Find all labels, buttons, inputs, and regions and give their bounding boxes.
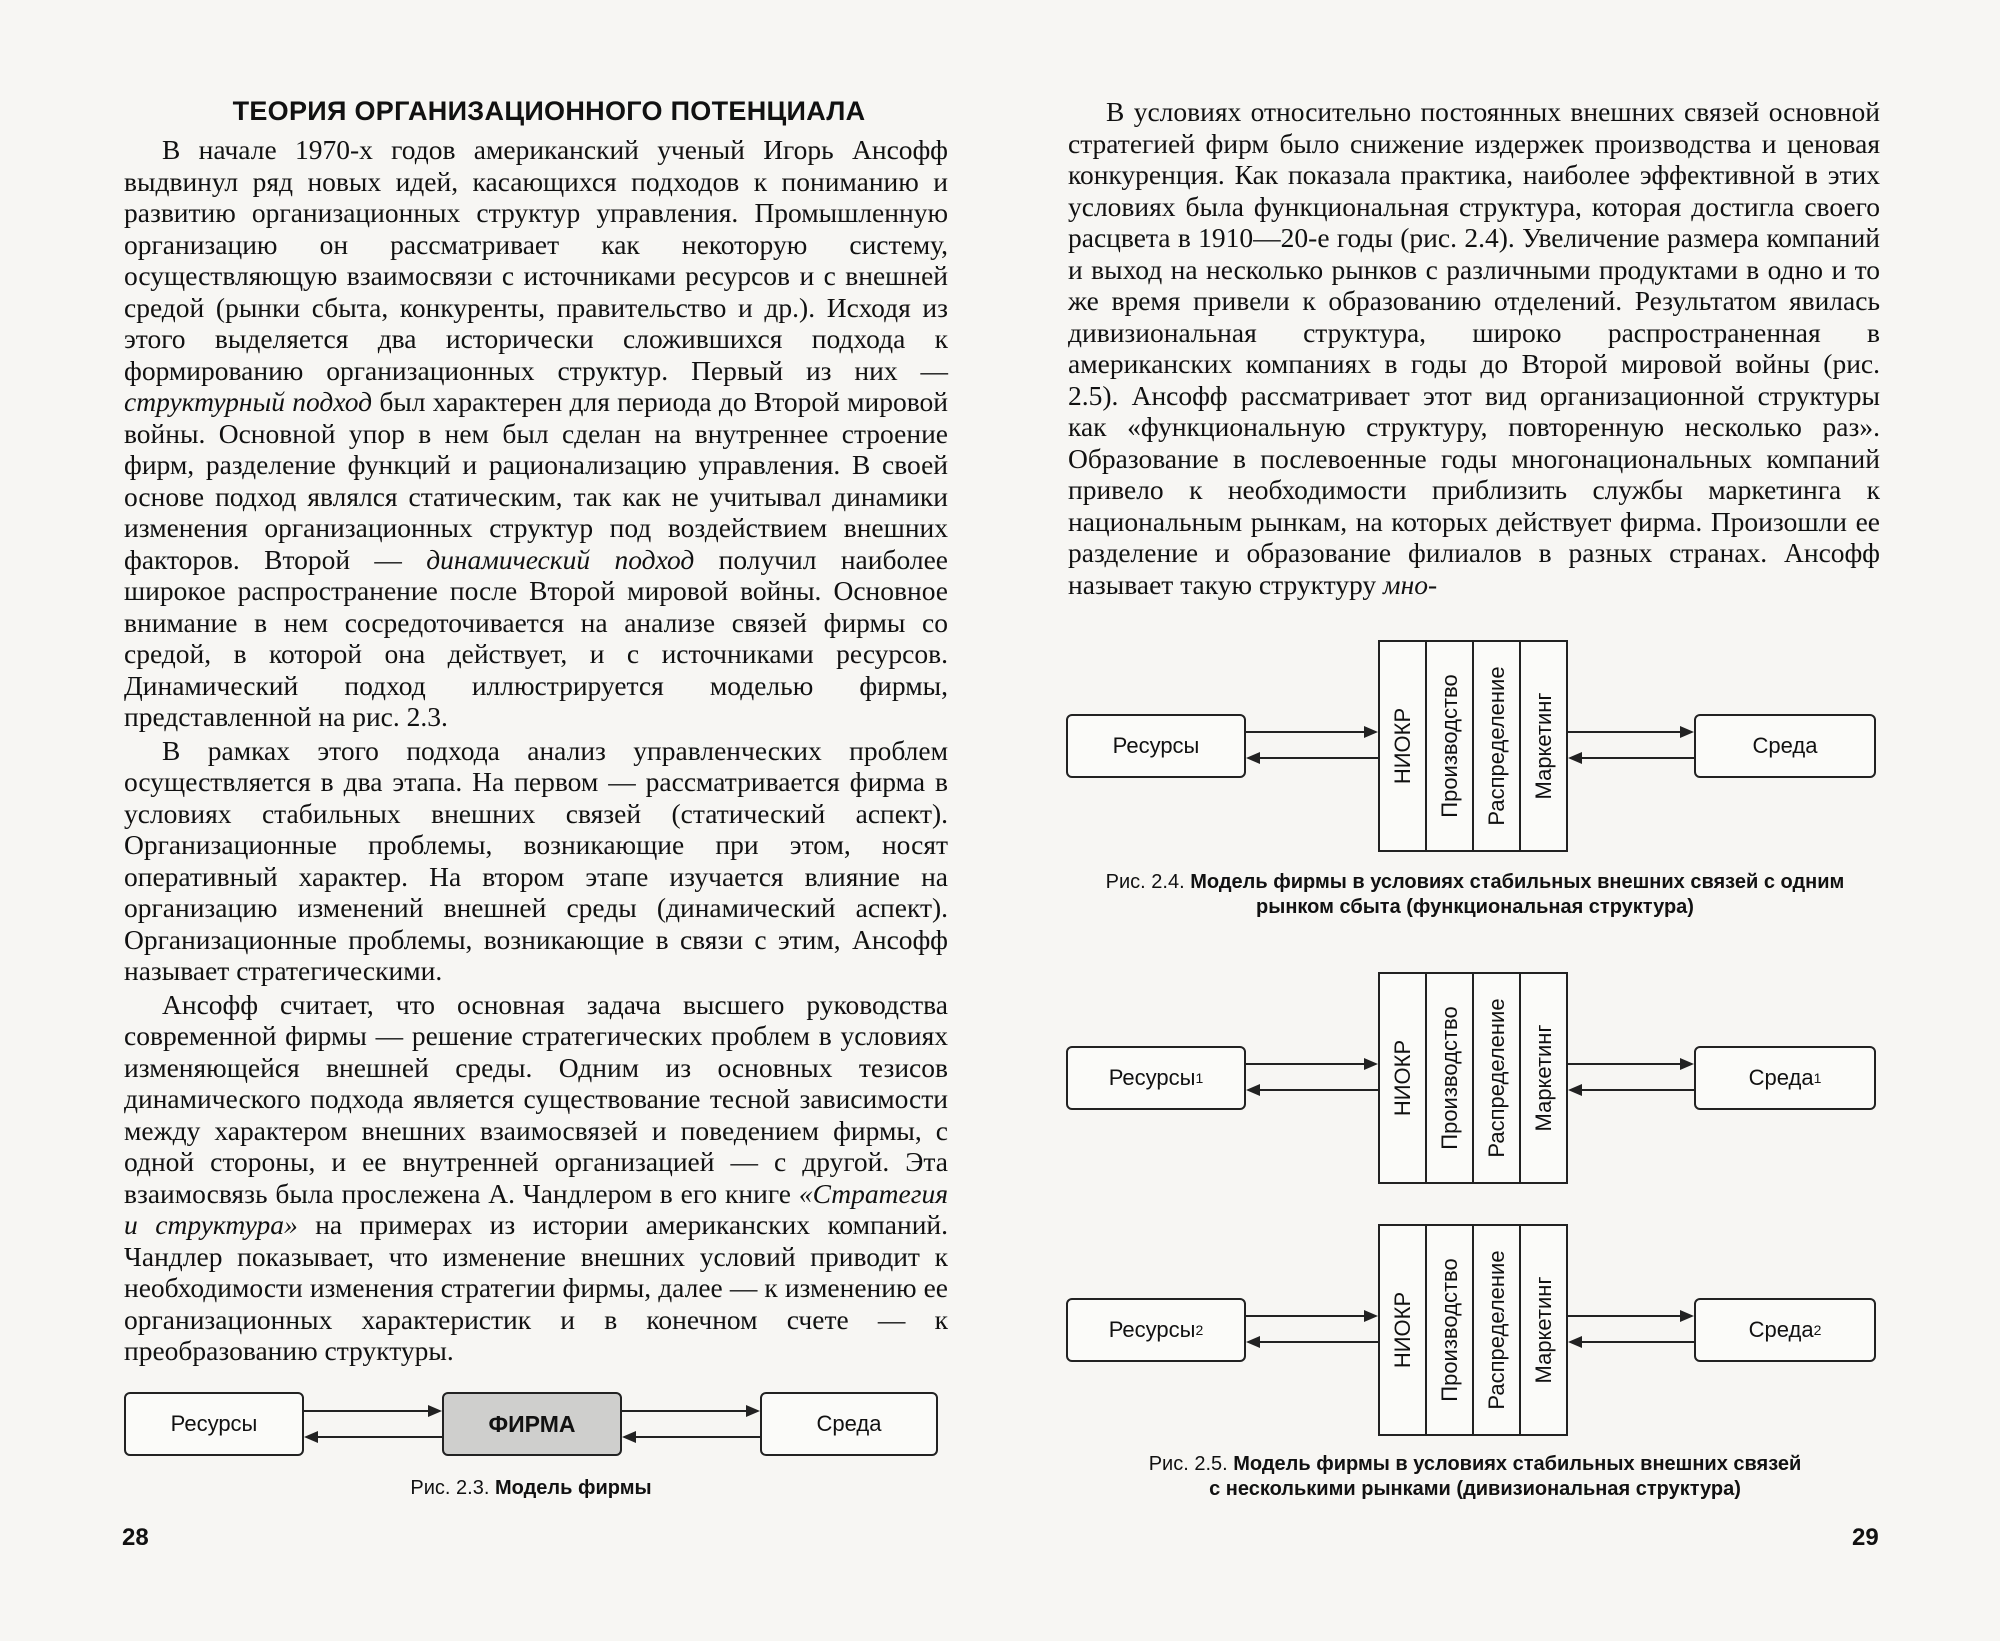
fig24-col-rd: НИОКР — [1380, 642, 1427, 850]
emphasis-book-title: «Стратегия и структура» — [124, 1177, 948, 1240]
right-body-text — [1068, 96, 1880, 600]
arrowhead-right-2 — [746, 1405, 760, 1417]
paragraph-3: Ансофф считает, что основная задача высшего руководства современной фирмы — решение стратегических проблем в условиях изменяющейся внешней среды. Одним из основных тезисов динамического подхода является существование тесной зависимости между характером внешних взаимосвязей и поведением фирмы, с одной стороны, и ее внутренней организацией — с другой. Эта взаимосвязь была прослежена А. Чандлером в его книге «Стратегия и структура» на примерах из истории американских компаний. Чандлер показывает, что изменение внешних условий приводит к необходимости изменения стратегии фирмы, далее — к изменению ее организационных характеристик и в конечном счете — к преобразованию структуры. — [124, 988, 949, 1366]
section-heading: ТЕОРИЯ ОРГАНИЗАЦИОННОГО ПОТЕНЦИАЛА — [232, 96, 866, 126]
fig25a-arrow-l1 — [1260, 1089, 1378, 1091]
fig25-functions-box-2 — [1378, 1224, 1568, 1436]
arrow-left-2 — [636, 1436, 760, 1438]
fig25a-col-distribution: Распределение — [1474, 974, 1521, 1182]
right-page — [1000, 0, 2000, 1641]
fig24-functions-box — [1378, 640, 1568, 852]
fig25b-col-production: Производство — [1427, 1226, 1474, 1434]
fig25a-head-l1 — [1246, 1084, 1260, 1096]
fig25b-arrow-r1 — [1246, 1315, 1364, 1317]
fig25-resources-1-box: Ресурсы 1 — [1066, 1046, 1246, 1110]
fig25a-col-production: Производство — [1427, 974, 1474, 1182]
paragraph-2: В рамках этого подхода анализ управленческих проблем осуществляется в два этапа. На первом — рассматривается фирма в условиях стабильных внешних связей (статический аспект). Организационные проблемы, возникающие при этом, носят оперативный характер. На втором этапе изучается влияние на организацию изменений внешней среды (динамический аспект). Организационные проблемы, возникающие в связи с этим, Ансофф называет стратегическими. — [124, 734, 948, 986]
paragraph-1: В начале 1970-х годов американский ученый Игорь Ансофф выдвинул ряд новых идей, касающихся подходов к пониманию и развитию организационных структур управления. Промышленную организацию он рассматривает как некоторую систему, осуществляющую взаимосвязи с источниками ресурсов и с внешней средой (рынки сбыта, конкуренты, правительство и др.). Исходя из этого выделяется два исторически сложившихся подхода к формированию организационных структур. Первый из них — структурный подход был характерен для периода до Второй мировой войны. Основной упор в нем был сделан на внутреннее строение фирм, разделение функций и рационализацию управления. В своей основе подход являлся статическим, так как не учитывал динамики изменения организационных структур под воздействием внешних факторов. Второй — динамический подход получил наиболее широкое распространение после Второй мировой войны. Основное внимание в нем сосредоточивается на анализе связей фирмы со средой, в которой она действует, и с источниками ресурсов. Динамический подход иллюстрируется моделью фирмы, представленной на рис. 2.3. — [124, 134, 948, 732]
fig25a-arrow-r1 — [1246, 1063, 1364, 1065]
fig25b-col-rd: НИОКР — [1380, 1226, 1427, 1434]
emphasis-dynamic-approach: динамический подход — [426, 543, 695, 575]
fig25b-col-distribution: Распределение — [1474, 1226, 1521, 1434]
fig24-head-r1 — [1364, 726, 1378, 738]
paragraph-right-1: В условиях относительно постоянных внешних связей основной стратегией фирм было снижение издержек производства и ценовая конкуренция. Как показала практика, наиболее эффективной в этих условиях была функциональная структура, которая достигла своего расцвета в 1910—20-е годы (рис. 2.4). Увеличение размера компаний и выход на несколько рынков с различными продуктами в одно и то же время привели к образованию отделений. Результатом явилась дивизиональная структура, широко распространенная в американских компаниях в годы до Второй мировой войны (рис. 2.5). Ансофф рассматривает этот вид организационной структуры как «функциональную структуру, повторенную несколько раз». Образование в послевоенные годы многонациональных компаний привело к необходимости приблизить службы маркетинга к национальным рынкам, на которых действует фирма. Произошли ее разделение и образование филиалов в разных странах. Ансофф называет такую структуру мно- — [1068, 96, 1880, 600]
fig25b-head-r2 — [1680, 1310, 1694, 1322]
fig25-environment-2-box: Среда 2 — [1694, 1298, 1876, 1362]
arrow-right-1 — [304, 1410, 428, 1412]
fig25a-head-l2 — [1568, 1084, 1582, 1096]
fig25a-head-r2 — [1680, 1058, 1694, 1070]
emphasis-continuation: мно- — [1383, 568, 1438, 600]
fig25a-col-rd: НИОКР — [1380, 974, 1427, 1182]
fig24-head-l1 — [1246, 752, 1260, 764]
fig24-arrow-r1 — [1246, 731, 1364, 733]
fig24-environment-box: Среда — [1694, 714, 1876, 778]
figure-2-4-caption: Рис. 2.4. Модель фирмы в условиях стабильных внешних связей с одним рынком сбыта (функциональная структура) — [1105, 871, 1845, 918]
figure-2-5-caption: Рис. 2.5. Модель фирмы в условиях стабильных внешних связей с несколькими рынками (дивизиональная структура) — [1148, 1453, 1802, 1500]
fig24-arrow-l1 — [1260, 757, 1378, 759]
fig24-arrow-r2 — [1568, 731, 1680, 733]
fig24-resources-box: Ресурсы — [1066, 714, 1246, 778]
fig25a-head-r1 — [1364, 1058, 1378, 1070]
fig24-head-l2 — [1568, 752, 1582, 764]
fig25-resources-2-box: Ресурсы 2 — [1066, 1298, 1246, 1362]
arrowhead-right-1 — [428, 1405, 442, 1417]
fig25b-head-l2 — [1568, 1336, 1582, 1348]
fig25b-col-marketing: Маркетинг — [1530, 1276, 1556, 1384]
fig25a-arrow-l2 — [1582, 1089, 1694, 1091]
fig24-head-r2 — [1680, 726, 1694, 738]
page-number-left: 28 — [122, 1524, 149, 1551]
fig25a-col-marketing: Маркетинг — [1530, 1024, 1556, 1132]
arrowhead-left-1 — [304, 1431, 318, 1443]
arrow-right-2 — [622, 1410, 746, 1412]
fig24-col-marketing: Маркетинг — [1530, 692, 1556, 800]
resources-box: Ресурсы — [124, 1392, 304, 1456]
fig25b-arrow-l2 — [1582, 1341, 1694, 1343]
fig25b-arrow-r2 — [1568, 1315, 1680, 1317]
fig25-functions-box-1 — [1378, 972, 1568, 1184]
emphasis-structural-approach: структурный подход — [124, 386, 373, 417]
fig25-environment-1-box: Среда 1 — [1694, 1046, 1876, 1110]
fig24-col-production: Производство — [1427, 642, 1474, 850]
environment-box: Среда — [760, 1392, 938, 1456]
fig25b-head-l1 — [1246, 1336, 1260, 1348]
arrowhead-left-2 — [622, 1431, 636, 1443]
fig25a-arrow-r2 — [1568, 1063, 1680, 1065]
page-number-right: 29 — [1852, 1524, 1879, 1551]
left-body-text — [124, 134, 948, 1367]
figure-2-3-caption: Рис. 2.3. Модель фирмы — [410, 1477, 652, 1499]
fig25b-head-r1 — [1364, 1310, 1378, 1322]
arrow-left-1 — [318, 1436, 442, 1438]
firm-box: ФИРМА — [442, 1392, 622, 1456]
fig24-arrow-l2 — [1582, 757, 1694, 759]
fig25b-arrow-l1 — [1260, 1341, 1378, 1343]
fig24-col-distribution: Распределение — [1474, 642, 1521, 850]
